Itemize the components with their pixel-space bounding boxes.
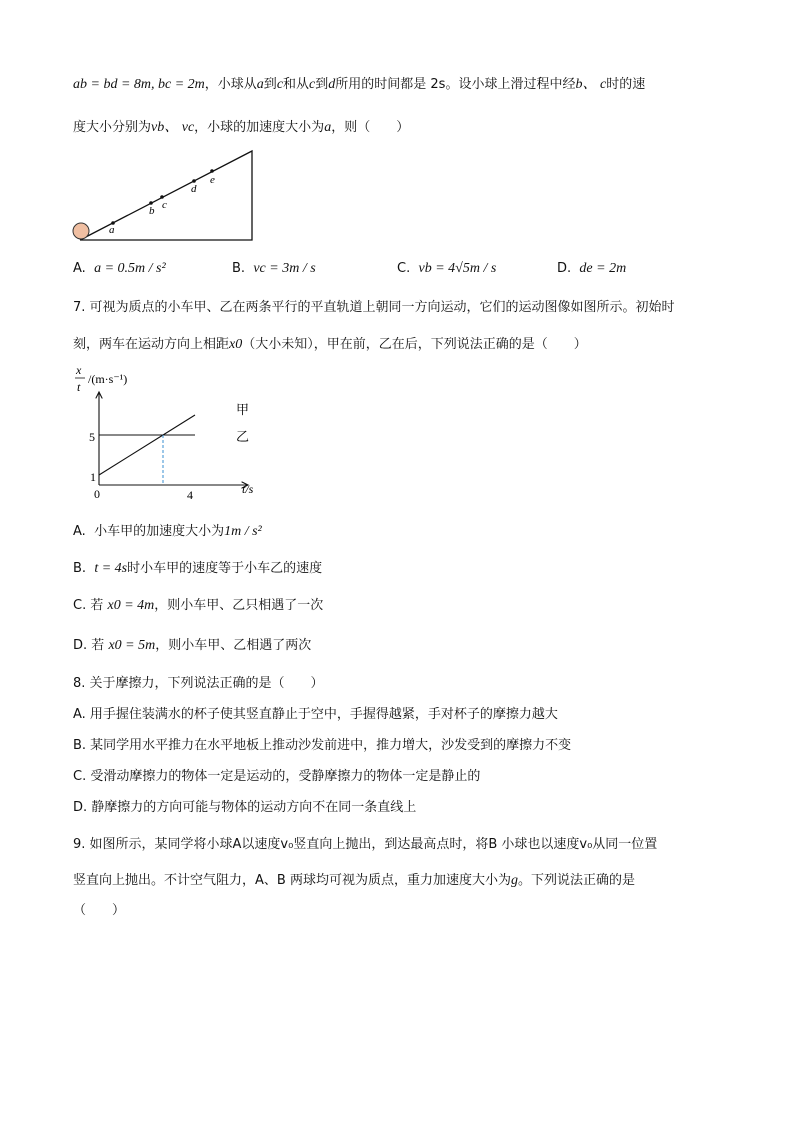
q6-option-d[interactable]: D. de = 2m [557,261,627,276]
incline-figure [70,145,260,245]
q6-line1: ab = bd = 8m, bc = 2m，小球从a到c和从c到d所用的时间都是 2s。设小球上滑过程中经b、 c时的速 [73,77,646,92]
label-d: d [191,183,197,195]
q8-option-d[interactable]: D. 静摩擦力的方向可能与物体的运动方向不在同一条直线上 [73,800,417,815]
q7-option-b[interactable]: B. t = 4s时小车甲的速度等于小车乙的速度 [73,561,323,576]
q7-option-d[interactable]: D. 若 x0 = 5m，则小车甲、乙相遇了两次 [73,638,312,653]
q6-option-b[interactable]: B. vc = 3m / s [232,261,316,276]
y-axis-denominator: t [77,380,81,394]
tick-y-5: 5 [89,430,95,444]
series-label-yi: 乙 [236,429,250,444]
q8-option-c[interactable]: C. 受滑动摩擦力的物体一定是运动的，受静摩擦力的物体一定是静止的 [73,769,481,784]
q8-stem: 8. 关于摩擦力，下列说法正确的是（ ） [73,676,324,691]
tick-y-1: 1 [90,470,96,484]
tick-origin: 0 [94,487,100,501]
label-b: b [149,205,155,217]
ball-icon [73,223,89,239]
q8-option-b[interactable]: B. 某同学用水平推力在水平地板上推动沙发前进中，推力增大，沙发受到的摩擦力不变 [73,738,572,753]
y-axis-numerator: x [76,363,82,377]
label-c: c [162,199,167,211]
y-axis-unit: /(m·s⁻¹) [88,372,128,386]
q6-formula: ab = bd = 8m, bc = 2m [73,77,205,92]
point-e [210,169,214,173]
q8-option-a[interactable]: A. 用手握住装满水的杯子使其竖直静止于空中，手握得越紧，手对杯子的摩擦力越大 [73,707,558,722]
series-label-jia: 甲 [236,402,250,417]
q6-option-a[interactable]: A. a = 0.5m / s² [73,261,166,276]
q7-option-a[interactable]: A. 小车甲的加速度大小为1m / s² [73,524,262,539]
q7-stem-line2: 刻，两车在运动方向上相距x0（大小未知），甲在前，乙在后，下列说法正确的是（ ） [73,337,587,352]
q7-stem-line1: 7. 可视为质点的小车甲、乙在两条平行的平直轨道上朝同一方向运动，它们的运动图像如图所示。初始时 [73,300,675,315]
x-axis-label: t/s [242,482,254,496]
q7-option-c[interactable]: C. 若 x0 = 4m，则小车甲、乙只相遇了一次 [73,598,324,613]
series-line-jia [99,415,195,475]
incline-triangle [80,151,252,240]
q9-stem-line2: 竖直向上抛出。不计空气阻力，A、B 两球均可视为质点，重力加速度大小为g。下列说法正确的是 [73,873,635,888]
q9-stem-line1: 9. 如图所示，某同学将小球A以速度v₀竖直向上抛出，到达最高点时，将B 小球也以速度v₀从同一位置 [73,837,658,852]
label-a: a [109,224,115,236]
q6-line2: 度大小分别为vb、 vc，小球的加速度大小为a，则（ ） [73,120,410,135]
q6-option-c[interactable]: C. vb = 4√5m / s [397,261,497,276]
q7-graph [70,362,270,502]
q9-stem-line3: （ ） [73,903,126,918]
tick-x-4: 4 [187,488,193,502]
label-e: e [210,174,215,186]
